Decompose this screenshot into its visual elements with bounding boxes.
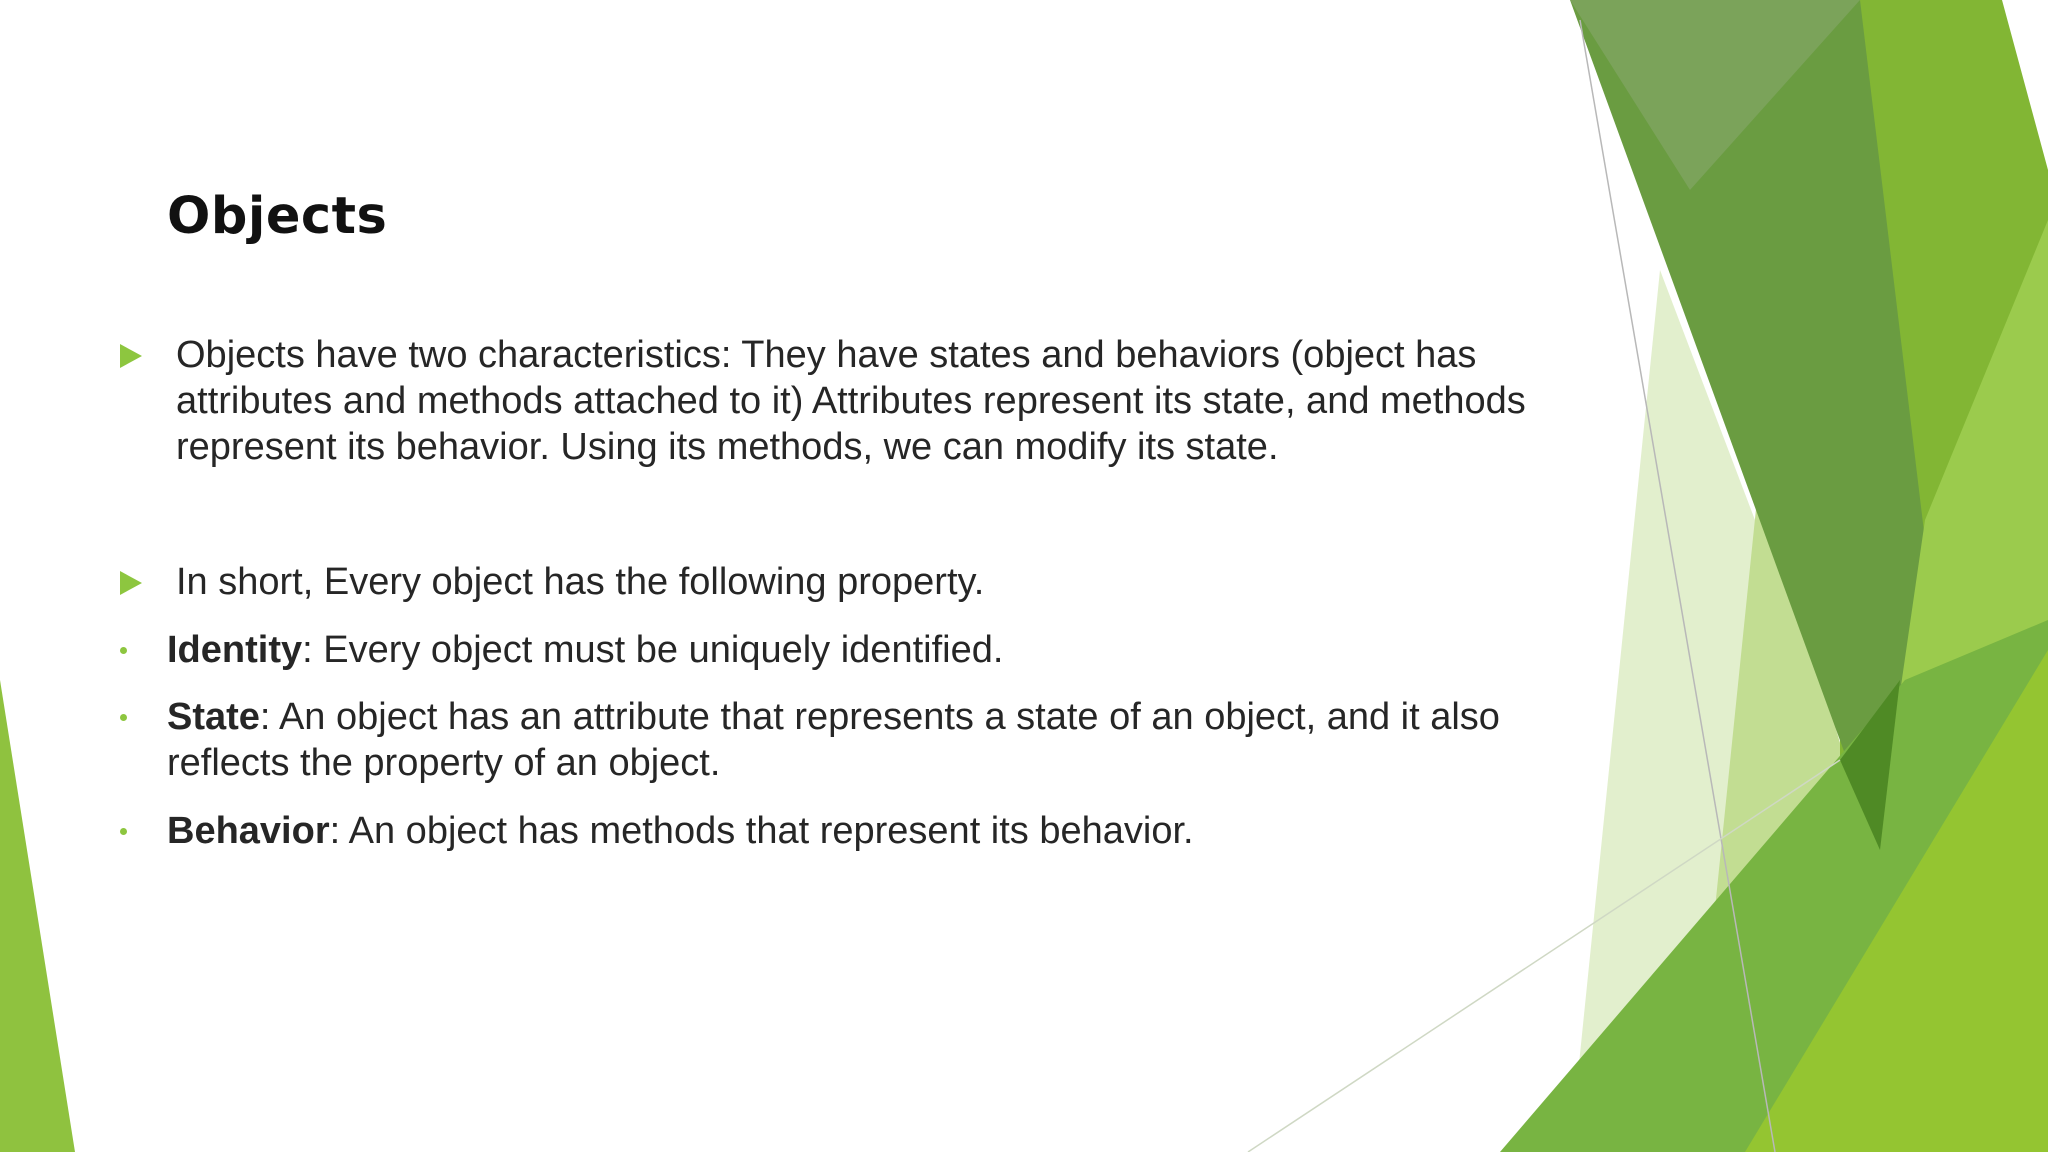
intro-bullet-1 (176, 332, 1526, 470)
dot-bullet-icon (120, 714, 127, 721)
slide-title: Objects (167, 187, 388, 246)
triangle-arrow-icon (120, 571, 142, 595)
triangle-arrow-icon (120, 344, 142, 368)
intro-bullet-2 (176, 559, 1526, 605)
property-text-behavior: : An object has methods that represent its behavior. (329, 810, 1194, 852)
property-label-state: State (167, 696, 260, 738)
dot-bullet-icon (120, 647, 127, 654)
property-bullet-state (167, 694, 1557, 786)
property-text-state: : An object has an attribute that represents a state of an object, and it also reflects the property of an object. (167, 696, 1500, 784)
dot-bullet-icon (120, 828, 127, 835)
property-text-identity: : Every object must be uniquely identified. (302, 629, 1004, 671)
property-bullet-behavior (167, 808, 1557, 854)
left-green-sliver (0, 680, 75, 1152)
intro-bullet-2-text: In short, Every object has the following property. (176, 561, 985, 603)
property-label-identity: Identity (167, 629, 303, 671)
property-bullet-identity (167, 627, 1557, 673)
intro-bullet-1-text: Objects have two characteristics: They have states and behaviors (object has attributes and methods attached to it) Attributes represent its state, and methods represent its behavior. Using its methods, we can modify its state. (176, 334, 1526, 468)
property-label-behavior: Behavior (167, 810, 330, 852)
